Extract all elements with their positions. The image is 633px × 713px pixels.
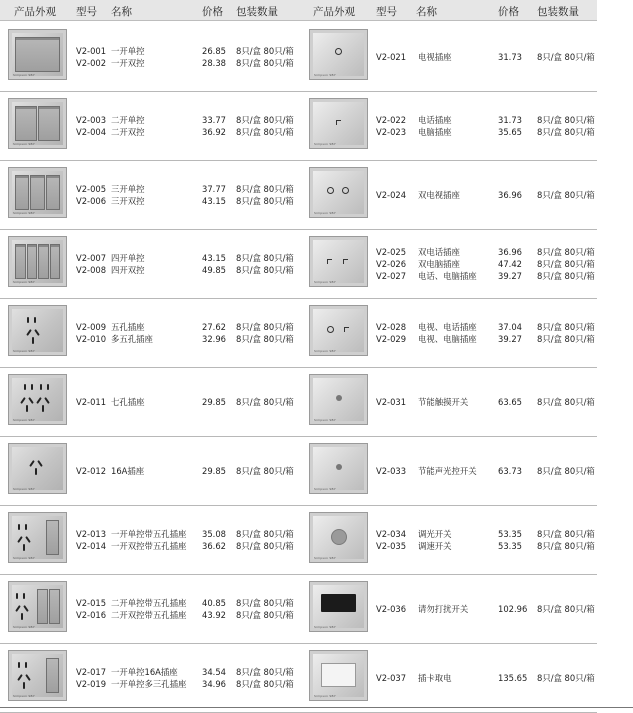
cell-model: V2-014 <box>76 541 107 551</box>
phone-port-icon <box>336 120 341 125</box>
switch-plate <box>313 378 364 421</box>
brand-logo: Simpson SB7 <box>314 694 336 698</box>
cell-price: 29.85 <box>202 466 226 476</box>
cell-name: 四开双控 <box>111 265 145 275</box>
brand-logo: Simpson SB7 <box>13 280 35 284</box>
cell-pack: 8只/盒 80只/箱 <box>537 259 595 269</box>
switch-plate <box>12 378 63 421</box>
cell-name: 电视、电脑插座 <box>418 334 477 344</box>
cell-price: 47.42 <box>498 259 522 269</box>
cell-name: 四开单控 <box>111 253 145 263</box>
cell-name: 五孔插座 <box>111 322 145 332</box>
product-image <box>8 29 67 80</box>
cell-name: 16A插座 <box>111 466 145 476</box>
cell-pack: 8只/盒 80只/箱 <box>236 397 294 407</box>
switch-plate <box>313 447 364 490</box>
cell-pack: 8只/盒 80只/箱 <box>236 466 294 476</box>
cell-model: V2-037 <box>376 673 407 683</box>
rocker-key <box>37 589 48 624</box>
cell-price: 26.85 <box>202 46 226 56</box>
header-model: 型号 <box>76 6 97 18</box>
cell-pack: 8只/盒 80只/箱 <box>236 253 294 263</box>
cell-pack: 8只/盒 80只/箱 <box>537 466 595 476</box>
cell-name: 一开双控带五孔插座 <box>111 541 187 551</box>
cell-price: 36.96 <box>498 190 522 200</box>
brand-logo: Simpson SB7 <box>13 73 35 77</box>
cell-pack: 8只/盒 80只/箱 <box>236 610 294 620</box>
cell-name: 三开单控 <box>111 184 145 194</box>
brand-logo: Simpson SB7 <box>314 142 336 146</box>
cell-model: V2-019 <box>76 679 107 689</box>
switch-plate <box>12 654 63 697</box>
cell-name: 节能声光控开关 <box>418 466 477 476</box>
socket-slot <box>18 662 20 668</box>
cell-name: 电视、电话插座 <box>418 322 477 332</box>
cell-name: 电话插座 <box>418 115 452 125</box>
cell-model: V2-031 <box>376 397 407 407</box>
switch-plate <box>12 240 63 283</box>
cell-pack: 8只/盒 80只/箱 <box>236 58 294 68</box>
switch-plate <box>12 33 63 76</box>
header-name: 名称 <box>111 6 132 18</box>
cell-pack: 8只/盒 80只/箱 <box>236 598 294 608</box>
tv-port-icon <box>342 187 349 194</box>
cell-name: 多五孔插座 <box>111 334 153 344</box>
cell-name: 一开单控16A插座 <box>111 667 178 677</box>
switch-plate <box>12 447 63 490</box>
socket-slot <box>26 405 28 412</box>
switch-plate <box>313 102 364 145</box>
socket-slot <box>31 384 33 390</box>
rocker-key <box>49 589 60 624</box>
socket-slot <box>25 524 27 530</box>
brand-logo: Simpson SB7 <box>13 211 35 215</box>
cell-name: 请勿打扰开关 <box>418 604 469 614</box>
cell-price: 28.38 <box>202 58 226 68</box>
tv-port-icon <box>327 187 334 194</box>
cell-model: V2-026 <box>376 259 407 269</box>
cell-price: 36.62 <box>202 541 226 551</box>
cell-pack: 8只/盒 80只/箱 <box>236 196 294 206</box>
socket-slot <box>25 674 31 681</box>
cell-price: 43.15 <box>202 253 226 263</box>
cell-pack: 8只/盒 80只/箱 <box>537 115 595 125</box>
brand-logo: Simpson SB7 <box>13 487 35 491</box>
product-image <box>8 236 67 287</box>
rocker-key <box>46 520 59 555</box>
product-image <box>8 512 67 563</box>
cell-model: V2-009 <box>76 322 107 332</box>
tv-port-icon <box>327 326 334 333</box>
switch-plate <box>313 240 364 283</box>
cell-price: 102.96 <box>498 604 528 614</box>
header-packing: 包装数量 <box>236 6 278 18</box>
cell-pack: 8只/盒 80只/箱 <box>236 679 294 689</box>
cell-name: 一开单控 <box>111 46 145 56</box>
cell-name: 一开单控多三孔插座 <box>111 679 187 689</box>
brand-logo: Simpson SB7 <box>13 625 35 629</box>
cell-pack: 8只/盒 80只/箱 <box>236 334 294 344</box>
socket-slot <box>28 397 34 404</box>
product-image <box>309 167 368 218</box>
cell-pack: 8只/盒 80只/箱 <box>537 334 595 344</box>
rocker-key <box>15 37 60 72</box>
cell-pack: 8只/盒 80只/箱 <box>236 184 294 194</box>
brand-logo: Simpson SB7 <box>314 349 336 353</box>
socket-slot <box>23 605 29 612</box>
product-image <box>8 167 67 218</box>
switch-plate <box>12 516 63 559</box>
cell-price: 37.04 <box>498 322 522 332</box>
product-image <box>309 650 368 701</box>
cell-model: V2-012 <box>76 466 107 476</box>
cell-name: 双电脑插座 <box>418 259 460 269</box>
phone-port-icon <box>327 259 332 264</box>
cell-name: 三开双控 <box>111 196 145 206</box>
socket-slot <box>40 384 42 390</box>
cell-price: 135.65 <box>498 673 528 683</box>
cell-model: V2-002 <box>76 58 107 68</box>
cell-model: V2-005 <box>76 184 107 194</box>
sound-sensor-icon <box>336 464 342 470</box>
switch-plate <box>12 171 63 214</box>
socket-slot <box>26 329 32 336</box>
cell-model: V2-015 <box>76 598 107 608</box>
cell-pack: 8只/盒 80只/箱 <box>537 541 595 551</box>
cell-model: V2-021 <box>376 52 407 62</box>
product-image <box>8 443 67 494</box>
cell-price: 34.54 <box>202 667 226 677</box>
phone-port-icon <box>343 259 348 264</box>
card-slot-icon <box>321 663 356 687</box>
header-appearance: 产品外观 <box>14 6 56 18</box>
table-row <box>0 367 597 437</box>
table-row <box>0 160 597 230</box>
cell-pack: 8只/盒 80只/箱 <box>236 541 294 551</box>
cell-name: 双电话插座 <box>418 247 460 257</box>
cell-price: 29.85 <box>202 397 226 407</box>
brand-logo: Simpson SB7 <box>314 73 336 77</box>
brand-logo: Simpson SB7 <box>13 694 35 698</box>
product-image <box>8 650 67 701</box>
cell-price: 33.77 <box>202 115 226 125</box>
brand-logo: Simpson SB7 <box>13 556 35 560</box>
brand-logo: Simpson SB7 <box>13 349 35 353</box>
cell-price: 35.08 <box>202 529 226 539</box>
product-image <box>309 29 368 80</box>
cell-name: 电话、电脑插座 <box>418 271 477 281</box>
cell-model: V2-010 <box>76 334 107 344</box>
product-image <box>309 236 368 287</box>
cell-model: V2-003 <box>76 115 107 125</box>
cell-price: 36.96 <box>498 247 522 257</box>
cell-price: 39.27 <box>498 271 522 281</box>
header-name-2: 名称 <box>416 6 437 18</box>
rocker-key <box>30 175 44 210</box>
cell-price: 32.96 <box>202 334 226 344</box>
switch-plate <box>313 585 364 628</box>
cell-name: 一开双控 <box>111 58 145 68</box>
socket-slot <box>35 468 37 475</box>
table-row <box>0 22 597 92</box>
cell-name: 调光开关 <box>418 529 452 539</box>
cell-price: 49.85 <box>202 265 226 275</box>
cell-pack: 8只/盒 80只/箱 <box>537 127 595 137</box>
cell-pack: 8只/盒 80只/箱 <box>537 604 595 614</box>
cell-pack: 8只/盒 80只/箱 <box>537 397 595 407</box>
rocker-key <box>15 244 26 279</box>
tv-port-icon <box>335 48 342 55</box>
rocker-key <box>50 244 61 279</box>
cell-pack: 8只/盒 80只/箱 <box>236 667 294 677</box>
rocker-key <box>46 175 60 210</box>
product-image <box>8 581 67 632</box>
cell-name: 插卡取电 <box>418 673 452 683</box>
rocker-key <box>15 175 29 210</box>
product-image <box>8 98 67 149</box>
product-image <box>309 374 368 425</box>
brand-logo: Simpson SB7 <box>314 280 336 284</box>
brand-logo: Simpson SB7 <box>314 418 336 422</box>
cell-pack: 8只/盒 80只/箱 <box>537 247 595 257</box>
cell-model: V2-024 <box>376 190 407 200</box>
socket-slot <box>29 460 35 467</box>
product-image <box>8 374 67 425</box>
product-image <box>309 98 368 149</box>
cell-price: 63.65 <box>498 397 522 407</box>
cell-pack: 8只/盒 80只/箱 <box>236 127 294 137</box>
rocker-key <box>27 244 38 279</box>
socket-slot <box>20 397 26 404</box>
header-appearance-2: 产品外观 <box>313 6 355 18</box>
cell-pack: 8只/盒 80只/箱 <box>537 529 595 539</box>
cell-price: 37.77 <box>202 184 226 194</box>
rocker-key <box>46 658 59 693</box>
cell-pack: 8只/盒 80只/箱 <box>236 265 294 275</box>
cell-price: 31.73 <box>498 115 522 125</box>
cell-model: V2-008 <box>76 265 107 275</box>
product-image <box>309 443 368 494</box>
cell-model: V2-034 <box>376 529 407 539</box>
switch-plate <box>12 102 63 145</box>
rocker-key <box>15 106 37 141</box>
cell-model: V2-027 <box>376 271 407 281</box>
socket-slot <box>25 662 27 668</box>
switch-plate <box>12 309 63 352</box>
brand-logo: Simpson SB7 <box>314 625 336 629</box>
socket-slot <box>15 605 21 612</box>
cell-model: V2-036 <box>376 604 407 614</box>
table-row <box>0 436 597 506</box>
brand-logo: Simpson SB7 <box>314 556 336 560</box>
cell-name: 二开单控带五孔插座 <box>111 598 187 608</box>
cell-price: 63.73 <box>498 466 522 476</box>
cell-name: 二开双控带五孔插座 <box>111 610 187 620</box>
cell-pack: 8只/盒 80只/箱 <box>537 271 595 281</box>
switch-plate <box>313 654 364 697</box>
cell-price: 39.27 <box>498 334 522 344</box>
socket-slot <box>17 536 23 543</box>
header-model-2: 型号 <box>376 6 397 18</box>
cell-price: 35.65 <box>498 127 522 137</box>
dimmer-knob-icon <box>331 529 347 545</box>
switch-plate <box>313 33 364 76</box>
header-price: 价格 <box>202 6 223 18</box>
table-row <box>0 505 597 575</box>
cell-price: 43.15 <box>202 196 226 206</box>
cell-model: V2-011 <box>76 397 107 407</box>
cell-pack: 8只/盒 80只/箱 <box>537 673 595 683</box>
cell-model: V2-029 <box>376 334 407 344</box>
header-price-2: 价格 <box>498 6 519 18</box>
product-image <box>309 581 368 632</box>
cell-model: V2-016 <box>76 610 107 620</box>
socket-slot <box>34 329 40 336</box>
switch-plate <box>313 309 364 352</box>
brand-logo: Simpson SB7 <box>13 418 35 422</box>
cell-pack: 8只/盒 80只/箱 <box>537 322 595 332</box>
brand-logo: Simpson SB7 <box>314 211 336 215</box>
cell-model: V2-017 <box>76 667 107 677</box>
cell-price: 34.96 <box>202 679 226 689</box>
socket-slot <box>34 317 36 323</box>
socket-slot <box>23 593 25 599</box>
socket-slot <box>23 682 25 689</box>
switch-plate <box>313 516 364 559</box>
table-row <box>0 298 597 368</box>
cell-model: V2-006 <box>76 196 107 206</box>
bottom-rule <box>0 707 633 708</box>
cell-model: V2-023 <box>376 127 407 137</box>
product-image <box>309 512 368 563</box>
cell-price: 40.85 <box>202 598 226 608</box>
header-packing-2: 包装数量 <box>537 6 579 18</box>
cell-price: 27.62 <box>202 322 226 332</box>
brand-logo: Simpson SB7 <box>13 142 35 146</box>
phone-port-icon <box>344 327 349 332</box>
cell-pack: 8只/盒 80只/箱 <box>236 322 294 332</box>
socket-slot <box>36 397 42 404</box>
rocker-key <box>38 244 49 279</box>
socket-slot <box>21 613 23 620</box>
cell-pack: 8只/盒 80只/箱 <box>236 115 294 125</box>
cell-name: 七孔插座 <box>111 397 145 407</box>
cell-pack: 8只/盒 80只/箱 <box>537 52 595 62</box>
socket-slot <box>17 674 23 681</box>
cell-price: 53.35 <box>498 541 522 551</box>
socket-slot <box>42 405 44 412</box>
cell-model: V2-001 <box>76 46 107 56</box>
touch-sensor-icon <box>336 395 342 401</box>
rocker-key <box>38 106 60 141</box>
product-image <box>309 305 368 356</box>
cell-model: V2-022 <box>376 115 407 125</box>
cell-name: 节能触摸开关 <box>418 397 469 407</box>
cell-name: 电视插座 <box>418 52 452 62</box>
cell-pack: 8只/盒 80只/箱 <box>236 529 294 539</box>
cell-model: V2-007 <box>76 253 107 263</box>
dnd-display-icon <box>321 594 356 612</box>
socket-slot <box>44 397 50 404</box>
cell-price: 43.92 <box>202 610 226 620</box>
brand-logo: Simpson SB7 <box>314 487 336 491</box>
socket-slot <box>27 317 29 323</box>
cell-model: V2-013 <box>76 529 107 539</box>
cell-name: 双电视插座 <box>418 190 460 200</box>
cell-model: V2-028 <box>376 322 407 332</box>
table-header <box>0 0 597 21</box>
socket-slot <box>18 524 20 530</box>
cell-price: 53.35 <box>498 529 522 539</box>
cell-model: V2-025 <box>376 247 407 257</box>
cell-price: 36.92 <box>202 127 226 137</box>
switch-plate <box>12 585 63 628</box>
socket-slot <box>47 384 49 390</box>
product-image <box>8 305 67 356</box>
switch-plate <box>313 171 364 214</box>
socket-slot <box>25 536 31 543</box>
cell-pack: 8只/盒 80只/箱 <box>236 46 294 56</box>
cell-name: 调速开关 <box>418 541 452 551</box>
cell-price: 31.73 <box>498 52 522 62</box>
cell-pack: 8只/盒 80只/箱 <box>537 190 595 200</box>
table-row <box>0 643 597 713</box>
cell-name: 电脑插座 <box>418 127 452 137</box>
table-row <box>0 574 597 644</box>
cell-name: 一开单控带五孔插座 <box>111 529 187 539</box>
cell-model: V2-033 <box>376 466 407 476</box>
socket-slot <box>16 593 18 599</box>
cell-name: 二开双控 <box>111 127 145 137</box>
socket-slot <box>37 460 43 467</box>
socket-slot <box>23 544 25 551</box>
table-row <box>0 229 597 299</box>
table-row <box>0 91 597 161</box>
socket-slot <box>24 384 26 390</box>
cell-model: V2-004 <box>76 127 107 137</box>
cell-model: V2-035 <box>376 541 407 551</box>
cell-name: 二开单控 <box>111 115 145 125</box>
socket-slot <box>32 337 34 344</box>
